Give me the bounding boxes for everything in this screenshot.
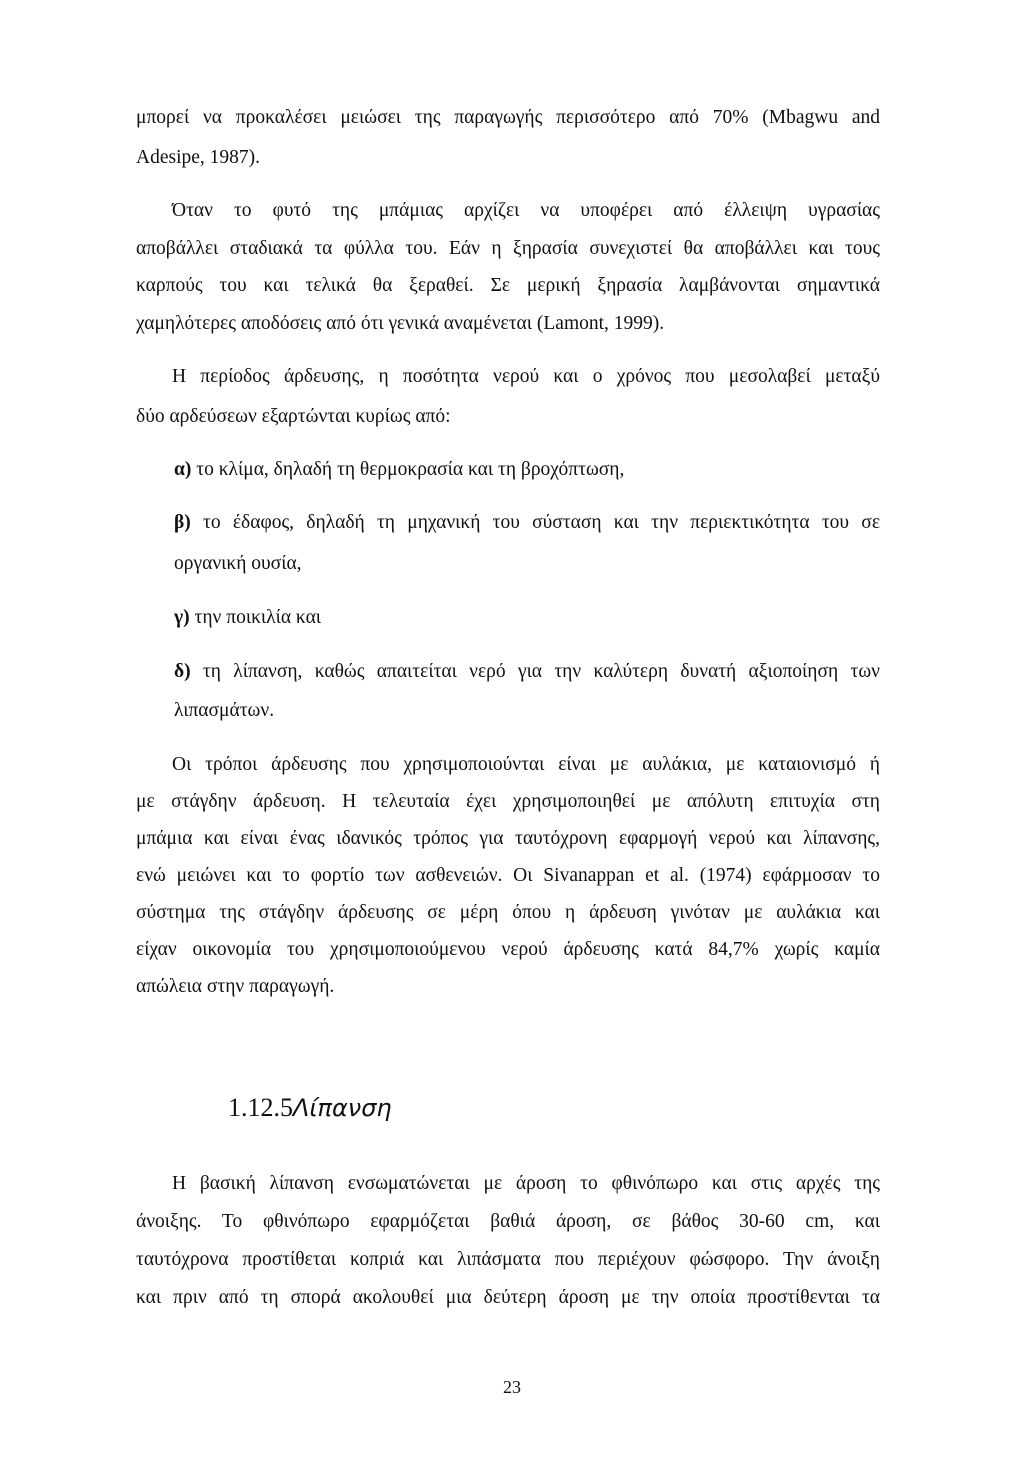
section-title: Λίπανση — [293, 1094, 392, 1122]
text-line: άνοιξης. Το φθινόπωρο εφαρμόζεται βαθιά άροση, σε βάθος 30-60 cm, και — [136, 1211, 880, 1232]
text-line: με στάγδην άρδευση. Η τελευταία έχει χρησιμοποιηθεί με απόλυτη επιτυχία στη — [136, 791, 880, 812]
text-line: Adesipe, 1987). — [136, 147, 261, 168]
list-marker: δ) — [174, 661, 191, 682]
section-number: 1.12.5 — [228, 1093, 293, 1122]
text-line: ενώ μειώνει και το φορτίο των ασθενειών. Οι Sivanappan et al. (1974) εφάρμοσαν το — [136, 865, 880, 886]
text-line: μπορεί να προκαλέσει μειώσει της παραγωγής περισσότερο από 70% (Mbagwu and — [136, 107, 880, 128]
list-item-continuation: λιπασμάτων. — [174, 700, 275, 721]
text-line: μπάμια και είναι ένας ιδανικός τρόπος για ταυτόχρονη εφαρμογή νερού και λίπανσης, — [136, 828, 880, 849]
list-item — [174, 458, 880, 482]
list-item-text: το έδαφος, δηλαδή τη μηχανική του σύσταση και την περιεκτικότητα του σε — [203, 512, 881, 533]
text-line: Η βασική λίπανση ενσωματώνεται με άροση το φθινόπωρο και στις αρχές της — [172, 1173, 880, 1194]
list-item-text: τη λίπανση, καθώς απαιτείται νερό για την καλύτερη δυνατή αξιοποίηση των — [202, 661, 880, 682]
text-line: σύστημα της στάγδην άρδευσης σε μέρη όπου η άρδευση γινόταν με αυλάκια και — [136, 902, 880, 923]
text-line: Όταν το φυτό της μπάμιας αρχίζει να υποφέρει από έλλειψη υγρασίας — [172, 200, 880, 221]
list-item-continuation: οργανική ουσία, — [174, 553, 302, 574]
text-line: χαμηλότερες αποδόσεις από ότι γενικά αναμένεται (Lamont, 1999). — [136, 313, 665, 334]
list-marker: α) — [174, 459, 192, 480]
list-item — [174, 660, 880, 684]
list-item — [174, 511, 880, 535]
list-item — [174, 606, 880, 630]
list-item-text: την ποικιλία και — [194, 607, 322, 628]
list-marker: γ) — [174, 607, 190, 628]
text-line: δύο αρδεύσεων εξαρτώνται κυρίως από: — [136, 406, 451, 427]
section-heading — [228, 1092, 392, 1124]
text-line: Η περίοδος άρδευσης, η ποσότητα νερού και ο χρόνος που μεσολαβεί μεταξύ — [172, 366, 880, 387]
text-line: και πριν από τη σπορά ακολουθεί μια δεύτερη άροση με την οποία προστίθενται τα — [136, 1287, 880, 1308]
text-line: καρπούς του και τελικά θα ξεραθεί. Σε μερική ξηρασία λαμβάνονται σημαντικά — [136, 275, 880, 296]
text-line: αποβάλλει σταδιακά τα φύλλα του. Εάν η ξηρασία συνεχιστεί θα αποβάλλει και τους — [136, 238, 880, 259]
text-line: ταυτόχρονα προστίθεται κοπριά και λιπάσματα που περιέχουν φώσφορο. Την άνοιξη — [136, 1249, 880, 1270]
text-line: είχαν οικονομία του χρησιμοποιούμενου νερού άρδευσης κατά 84,7% χωρίς καμία — [136, 939, 880, 960]
text-line: απώλεια στην παραγωγή. — [136, 976, 335, 997]
list-item-text: το κλίμα, δηλαδή τη θερμοκρασία και τη βροχόπτωση, — [196, 459, 625, 480]
text-line: Οι τρόποι άρδευσης που χρησιμοποιούνται είναι με αυλάκια, με καταιονισμό ή — [172, 754, 880, 775]
list-marker: β) — [174, 512, 191, 533]
page-number: 23 — [503, 1377, 521, 1397]
